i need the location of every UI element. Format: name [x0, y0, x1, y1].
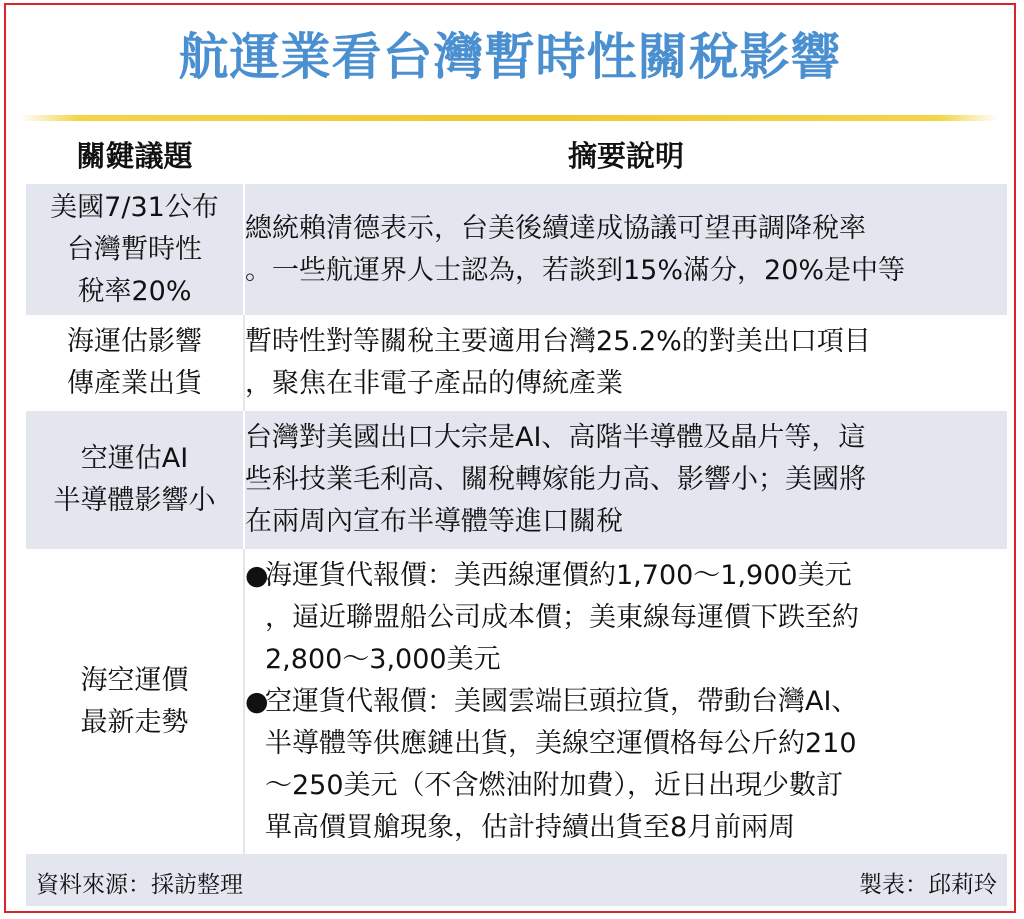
row-summary-cell — [244, 315, 1007, 411]
key-line: 海運估影響 — [67, 326, 202, 357]
table-row — [26, 411, 1007, 549]
row-key-cell — [26, 315, 244, 411]
bullet-line: 單高價買艙現象，估計持續出貨至8月前兩周 — [265, 812, 796, 843]
key-line: 美國7/31公布 — [50, 191, 219, 223]
key-line: 空運估AI — [80, 443, 189, 474]
summary-line: 總統賴清德表示，台美後續達成協議可望再調降稅率 — [245, 212, 866, 244]
bullet-text: 海運貨代報價：美西線運價約1,700～1,900美元 — [265, 560, 852, 591]
summary-line: 暫時性對等關稅主要適用台灣25.2%的對美出口項目 — [245, 326, 871, 357]
bullet-line — [245, 555, 1007, 597]
bullet-text: 空運貨代報價：美國雲端巨頭拉貨，帶動台灣AI、 — [265, 686, 859, 717]
table-row — [26, 183, 1007, 315]
bullet-line: ～250美元（不含燃油附加費），近日出現少數訂 — [265, 770, 844, 801]
row-summary-cell — [244, 411, 1007, 549]
maker-credit: 製表：邱莉玲 — [859, 872, 997, 898]
bullet-dot-icon: ● — [245, 560, 269, 591]
footer-bar — [26, 854, 1007, 906]
bullet-dot-icon: ● — [245, 686, 269, 717]
row-key-cell — [26, 411, 244, 549]
row-key-cell — [26, 183, 244, 315]
bullet-line: 半導體等供應鏈出貨，美線空運價格每公斤約210 — [265, 728, 857, 759]
table-header-row — [26, 127, 1007, 183]
title-divider — [20, 115, 998, 121]
infographic-frame — [4, 3, 1016, 913]
page-title: 航運業看台灣暫時性關稅影響 — [178, 28, 842, 86]
key-line: 台灣暫時性 — [67, 233, 202, 265]
summary-line: 。一些航運界人士認為，若談到15%滿分，20%是中等 — [245, 254, 906, 286]
bullet-line — [245, 681, 1007, 723]
source-note: 資料來源：採訪整理 — [36, 872, 243, 898]
key-line: 半導體影響小 — [53, 485, 216, 516]
table-row — [26, 549, 1007, 855]
summary-table — [26, 127, 1007, 855]
key-line: 海空運價 — [80, 665, 189, 696]
key-line: 最新走勢 — [80, 707, 189, 738]
header-summary-column: 摘要說明 — [244, 127, 1007, 183]
bullet-line: ，逼近聯盟船公司成本價；美東線每運價下跌至約 — [265, 602, 859, 633]
bullet-line: 2,800～3,000美元 — [265, 644, 501, 675]
summary-line: 些科技業毛利高、關稅轉嫁能力高、影響小；美國將 — [245, 464, 866, 495]
summary-line: 在兩周內宣布半導體等進口關稅 — [245, 506, 623, 537]
row-summary-cell — [244, 183, 1007, 315]
row-summary-cell — [244, 549, 1007, 855]
key-line: 傳產業出貨 — [67, 368, 202, 399]
row-key-cell — [26, 549, 244, 855]
header-key-column: 關鍵議題 — [26, 127, 244, 183]
table-row — [26, 315, 1007, 411]
summary-line: 台灣對美國出口大宗是AI、高階半導體及晶片等，這 — [245, 422, 866, 453]
summary-line: ，聚焦在非電子產品的傳統產業 — [245, 368, 623, 399]
key-line: 稅率20% — [77, 275, 192, 307]
